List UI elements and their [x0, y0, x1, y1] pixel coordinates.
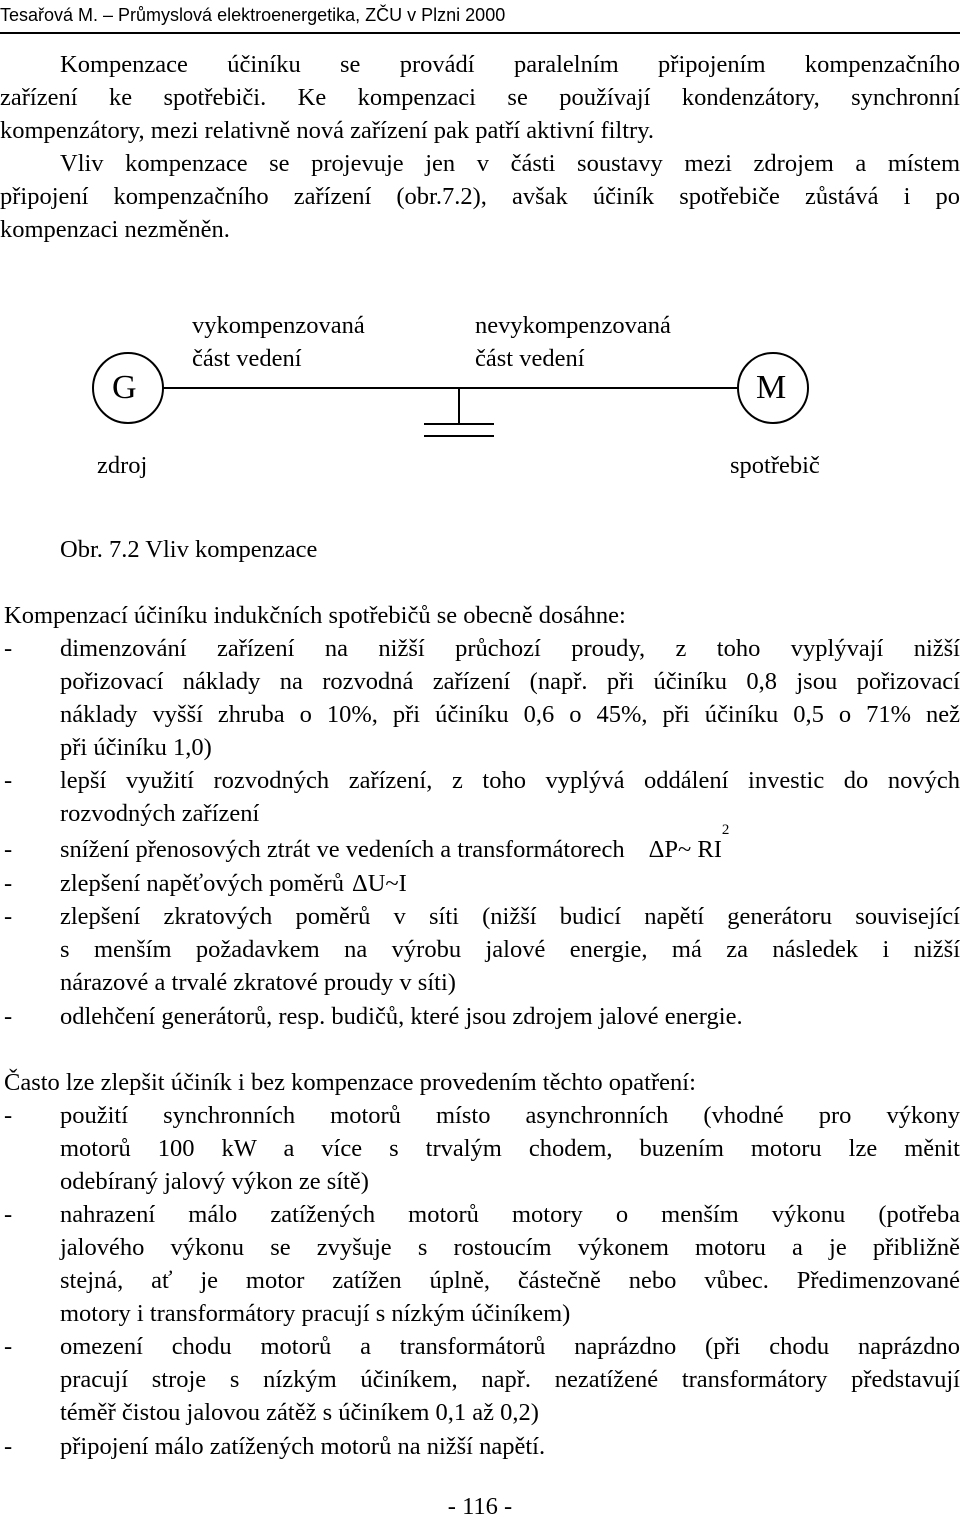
list-item-line: motory i transformátory pracují s nízkým účiníkem) — [60, 1300, 571, 1327]
list-item-line: stejná, ať je motor zatížen úplně, částečně nebo vůbec. Předimenzované — [60, 1267, 960, 1294]
list-item-line: omezení chodu motorů a transformátorů naprázdno (při chodu naprázdno — [60, 1333, 960, 1360]
page-number: - 116 - — [447, 1493, 513, 1520]
list-item-line: odlehčení generátorů, resp. budičů, které jsou zdrojem jalové energie. — [60, 1003, 743, 1030]
list-bullet: - — [4, 635, 13, 662]
formula: ΔU~I — [351, 870, 407, 897]
list-item-line: nárazové a trvalé zkratové proudy v síti) — [60, 969, 456, 996]
header-rule — [0, 32, 960, 34]
intro-paragraph — [0, 48, 960, 246]
uncompensated-label: část vedení — [475, 345, 585, 372]
compensated-label: vykompenzovaná — [192, 312, 365, 339]
list-bullet: - — [4, 1201, 13, 1228]
list-bullet: - — [4, 767, 13, 794]
list-item-line: zlepšení zkratových poměrů v síti (nižší budicí napětí generátoru související — [60, 903, 960, 930]
list-bullet: - — [4, 836, 13, 863]
uncompensated-label: nevykompenzovaná — [475, 312, 671, 339]
list-item — [60, 1000, 960, 1033]
compensated-label: část vedení — [192, 345, 302, 372]
list-bullet: - — [4, 1433, 13, 1460]
intro-line: kompenzátory, mezi relativně nová zařízení pak patří aktivní filtry. — [0, 117, 654, 144]
list-item-line: odebíraný jalový výkon ze sítě) — [60, 1168, 369, 1195]
list-bullet: - — [4, 903, 13, 930]
list-item-line: nahrazení málo zatížených motorů motory o menším výkonu (potřeba — [60, 1201, 960, 1228]
list-item-line: rozvodných zařízení — [60, 800, 260, 827]
list-item-line: lepší využití rozvodných zařízení, z toho vyplývá oddálení investic do nových — [60, 767, 960, 794]
list-item-line: s menším požadavkem na výrobu jalové energie, má za následek i nižší — [60, 936, 960, 963]
list-item — [60, 867, 960, 900]
list-bullet: - — [4, 870, 13, 897]
list-item — [60, 1099, 960, 1198]
list-item-line: náklady vyšší zhruba o 10%, při účiníku 0,6 o 45%, při účiníku 0,5 o 71% než — [60, 701, 960, 728]
intro-line: Vliv kompenzace se projevuje jen v části soustavy mezi zdrojem a místem — [60, 150, 960, 177]
consumer-label: spotřebič — [730, 452, 820, 479]
motor-symbol: M — [756, 369, 787, 406]
intro-line: zařízení ke spotřebiči. Ke kompenzaci se používají kondenzátory, synchronní — [0, 84, 960, 111]
list-item — [60, 764, 960, 830]
list-item-line: snížení přenosových ztrát ve vedeních a transformátorech — [60, 836, 625, 863]
list-item-line: zlepšení napěťových poměrů — [60, 870, 344, 897]
list-item — [60, 822, 960, 866]
list-item — [60, 1330, 960, 1429]
list-item — [60, 1198, 960, 1330]
intro-line: kompenzaci nezměněn. — [0, 216, 230, 243]
list-item-line: dimenzování zařízení na nižší průchozí proudy, z toho vyplývají nižší — [60, 635, 960, 662]
list-bullet: - — [4, 1003, 13, 1030]
list-item-line: pořizovací náklady na rozvodná zařízení (např. při účiníku 0,8 jsou pořizovací — [60, 668, 960, 695]
list-item-line: téměř čistou jalovou zátěž s účiníkem 0,1 až 0,2) — [60, 1399, 539, 1426]
generator-symbol: G — [112, 369, 137, 406]
list-bullet: - — [4, 1333, 13, 1360]
intro-line: Kompenzace účiníku se provádí paralelním připojením kompenzačního — [60, 51, 960, 78]
list-item-line: při účiníku 1,0) — [60, 734, 212, 761]
list-bullet: - — [4, 1102, 13, 1129]
list-item — [60, 1430, 960, 1463]
list-item — [60, 632, 960, 764]
formula-exponent: 2 — [721, 822, 730, 838]
formula: ΔP~ RI — [648, 836, 722, 863]
benefits-intro: Kompenzací účiníku indukčních spotřebičů se obecně dosáhne: — [4, 602, 626, 629]
list-item-line: motorů 100 kW a více s trvalým chodem, buzením motoru lze měnit — [60, 1135, 960, 1162]
list-item-line: použití synchronních motorů místo asynchronních (vhodné pro výkony — [60, 1102, 960, 1129]
list-item-line: připojení málo zatížených motorů na nižší napětí. — [60, 1433, 546, 1460]
source-label: zdroj — [97, 452, 148, 479]
list-item — [60, 900, 960, 999]
figure-caption: Obr. 7.2 Vliv kompenzace — [60, 536, 318, 563]
list-item-line: jalového výkonu se zvyšuje s rostoucím výkonem motoru a je přibližně — [60, 1234, 960, 1261]
improvements-intro: Často lze zlepšit účiník i bez kompenzace provedením těchto opatření: — [4, 1069, 696, 1096]
intro-line: připojení kompenzačního zařízení (obr.7.2), avšak účiník spotřebiče zůstává i po — [0, 183, 960, 210]
list-item-line: pracují stroje s nízkým účiníkem, např. nezatížené transformátory představují — [60, 1366, 960, 1393]
page-header: Tesařová M. – Průmyslová elektroenergetika, ZČU v Plzni 2000 — [0, 5, 506, 25]
